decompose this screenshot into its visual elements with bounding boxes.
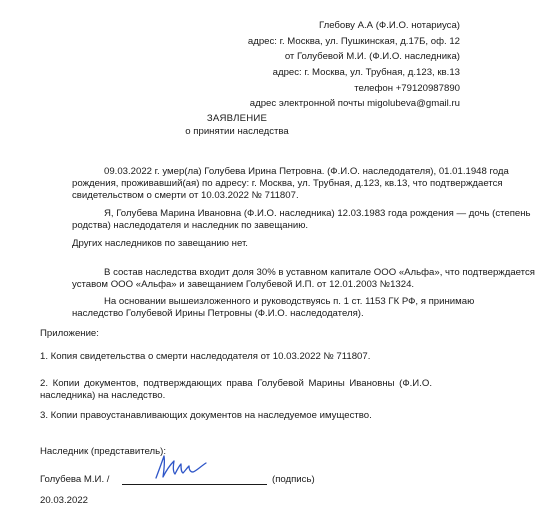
paragraph-line: рождения, проживавший(ая) по адресу: г. Москва, ул. Трубная, д.123, кв.13, что подтверждается	[72, 178, 503, 190]
notary-line: Глебову А.А (Ф.И.О. нотариуса)	[318, 20, 460, 31]
notary-address-line: адрес: г. Москва, ул. Пушкинская, д.17Б, оф. 12	[247, 35, 460, 47]
email-line: адрес электронной почты migolubeva@gmail.ru	[249, 98, 460, 110]
phone-line: телефон +79120987890	[354, 82, 460, 94]
signatory-label: Наследник (представитель):	[40, 446, 166, 457]
addressee-block	[160, 18, 460, 112]
document-title: ЗАЯВЛЕНИЕ	[206, 113, 268, 124]
paragraph-acceptance	[40, 296, 475, 320]
paragraph-line: родства) наследодателя и наследник по завещанию.	[72, 220, 309, 232]
signatory-name: Голубева М.И. /	[40, 474, 110, 485]
attachments-heading: Приложение:	[40, 328, 99, 339]
attachment-line: 2. Копии документов, подтверждающих права Голубевой Марины Ивановны (Ф.И.О.	[40, 378, 432, 389]
attachment-item-2	[40, 378, 432, 402]
attachment-item-3: 3. Копии правоустанавливающих документов на наследуемое имущество.	[40, 410, 372, 421]
signature-line	[122, 484, 267, 485]
paragraph-line: 09.03.2022 г. умер(ла) Голубева Ирина Петровна. (Ф.И.О. наследодателя), 01.01.1948 года	[104, 166, 509, 177]
document-subtitle: о принятии наследства	[185, 126, 289, 137]
paragraph-no-other-heirs: Других наследников по завещанию нет.	[72, 238, 248, 249]
applicant-line: от Голубевой М.И. (Ф.И.О. наследника)	[284, 51, 460, 63]
paragraph-estate-composition	[40, 267, 535, 291]
applicant-address-line: адрес: г. Москва, ул. Трубная, д.123, кв.13	[272, 67, 460, 79]
paragraph-line: свидетельством о смерти от 10.03.2022 № 711807.	[72, 190, 299, 202]
handwritten-signature	[150, 452, 212, 484]
paragraph-line: В состав наследства входит доля 30% в уставном капитале ООО «Альфа», что подтверждается	[104, 267, 535, 278]
paragraph-line: наследство Голубевой Ирины Петровны (Ф.И.О. наследодателя).	[72, 308, 364, 320]
paragraph-death-info	[40, 166, 509, 203]
paragraph-heir-info	[40, 208, 531, 232]
paragraph-line: На основании вышеизложенного и руководствуясь п. 1 ст. 1153 ГК РФ, я принимаю	[104, 296, 475, 307]
signature-hint: (подпись)	[272, 474, 315, 485]
paragraph-line: уставом ООО «Альфа» и завещанием Голубевой И.П. от 12.01.2003 №1324.	[72, 279, 415, 291]
attachment-item-1: 1. Копия свидетельства о смерти наследодателя от 10.03.2022 № 711807.	[40, 351, 371, 362]
attachment-line: наследника) на наследство.	[40, 390, 166, 402]
document-date: 20.03.2022	[40, 495, 89, 506]
paragraph-line: Я, Голубева Марина Ивановна (Ф.И.О. наследника) 12.03.1983 года рождения — дочь (степень	[104, 208, 531, 219]
